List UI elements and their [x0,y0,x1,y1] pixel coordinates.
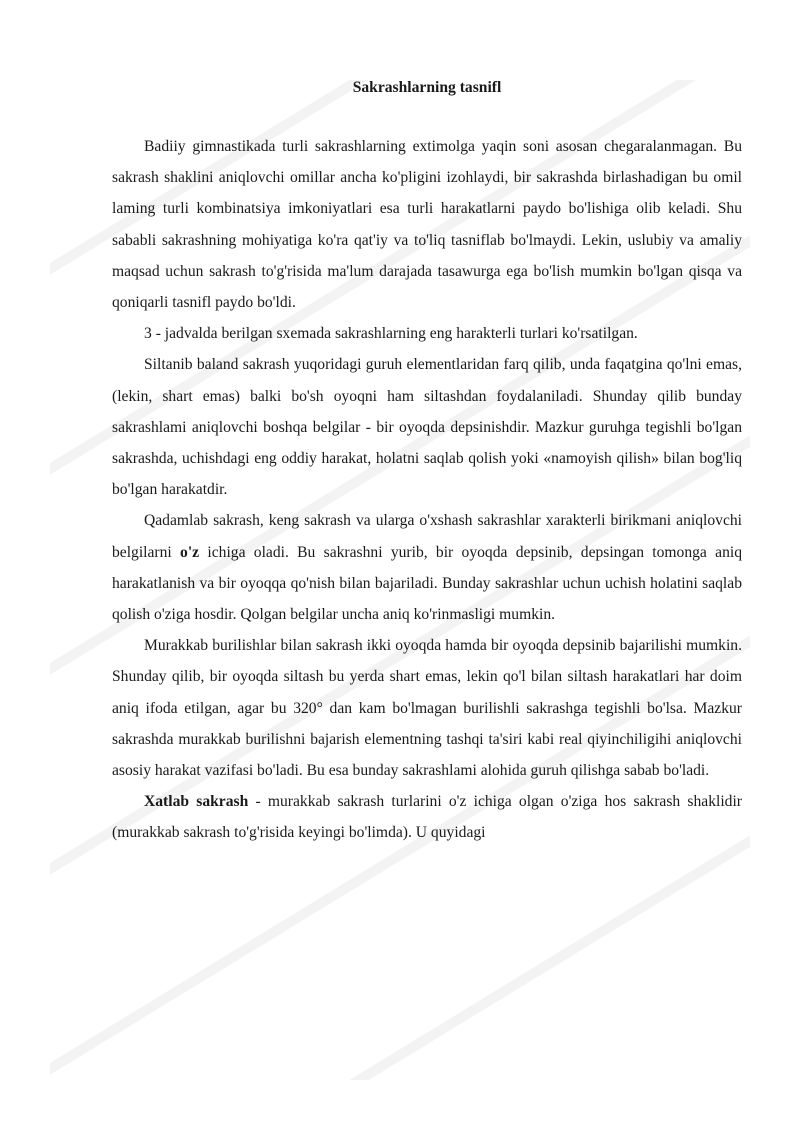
page-title: Sakrashlarning tasnifl [352,79,502,96]
document-body [112,76,742,849]
paragraph-5: Murakkab burilishlar bilan sakrash ikki oyoqda hamda bir oyoqda depsinib bajarilishi mumkin. Shunday qilib, bir oyoqda siltash bu yerda shart emas, lekin qo'l bilan siltash harakatlari har doim aniq ifoda etilgan, agar bu 320° dan kam bo'lmagan burilishli sakrashga tegishli bo'lsa. Mazkur sakrashda murakkab burilishni bajarish elementning tashqi ta'siri kabi real qiyinchiligihi aniqlovchi asosiy harakat vazifasi bo'ladi. Bu esa bunday sakrashlami alohida guruh qilishga sabab bo'ladi. [112,637,742,780]
paragraph-6-bold-term: Xatlab sakrash [144,793,249,811]
paragraph-6-text: - murakkab sakrash turlarini o'z ichiga olgan o'ziga hos sakrash shaklidir (murakkab sakrash to'g'risida keyingi bo'limda). U quyidagi [112,793,742,842]
paragraph-4-bold-term: o'z [180,543,200,561]
paragraph-4-text-end: ichiga oladi. Bu sakrashni yurib, bir oyoqda depsinib, depsingan tomonga aniq harakatlanish va bir oyoqqa qo'nish bilan bajariladi. Bunday sakrashlar uchun uchish holatini saqlab qolish o'ziga hosdir. Qolgan belgilar uncha aniq ko'rinmasligi mumkin. [112,543,742,624]
paragraph-1: Badiiy gimnastikada turli sakrashlarning extimolga yaqin soni asosan chegaralanmagan. Bu sakrash shaklini aniqlovchi omillar ancha ko'pligini izohlaydi, bir sakrashda birlashadigan bu omil laming turli kombinatsiya imkoniyatlari esa turli harakatlarni paydo bo'lishiga olib keladi. Shu sababli sakrashning mohiyatiga ko'ra qat'iy va to'liq tasniflab bo'lmaydi. Lekin, uslubiy va amaliy maqsad uchun sakrash to'g'risida ma'lum darajada tasawurga ega bo'lish mumkin bo'lgan qisqa va qoniqarli tasnifl paydo bo'ldi. [112,138,742,312]
paragraph-4-text-start: Qadamlab sakrash, keng sakrash va ularga o'xshash sakrashlar xarakterli birikmani aniqlovchi belgilarni [112,512,742,561]
paragraph-6 [112,786,742,848]
paragraph-3: Siltanib baland sakrash yuqoridagi guruh elementlaridan farq qilib, unda faqatgina qo'lni emas, (lekin, shart emas) balki bo'sh oyoqni ham siltashdan foydalaniladi. Shunday qilib bunday sakrashlami aniqlovchi boshqa belgilar - bir oyoqda depsinishdir. Mazkur guruhga tegishli bo'lgan sakrashda, uchishdagi eng oddiy harakat, holatni saqlab qolish yoki «namoyish qilish» bilan bog'liq bo'lgan harakatdir. [112,356,742,499]
paragraph-2: 3 - jadvalda berilgan sxemada sakrashlarning eng harakterli turlari ko'rsatilgan. [144,325,638,343]
paragraph-4 [112,505,742,630]
